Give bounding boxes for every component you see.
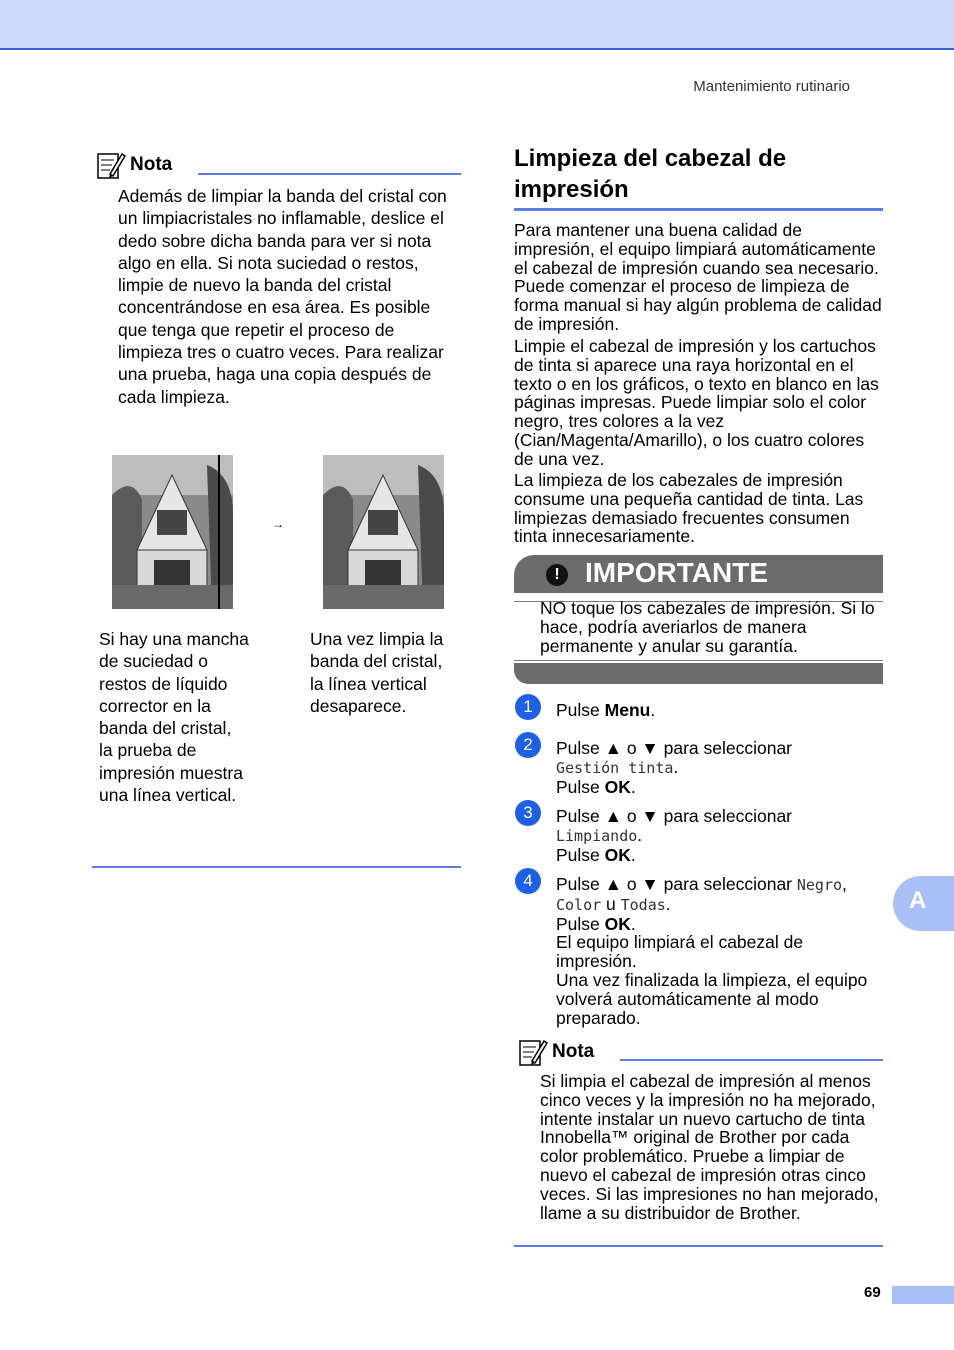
step-4-text: Pulse ▲ o ▼ para seleccionar Negro, Color u Todas. Pulse OK. El equipo limpiará el cabezal de impresión. Una vez finalizada la limpieza, el equipo volverá automáticamente al modo preparado. xyxy=(556,874,868,1028)
right-note-header xyxy=(518,1037,594,1067)
note-title: Nota xyxy=(130,154,173,175)
option-color: Color xyxy=(556,895,602,914)
menu-option-gestion-tinta: Gestión tinta xyxy=(556,758,674,777)
paragraph-1: Para mantener una buena calidad de impresión, el equipo limpiará automáticamente el cabezal de impresión cuando sea necesario. Puede comenzar el proceso de limpieza de forma manual si hay algún problema de calidad de impresión. xyxy=(514,220,882,334)
caption-after: Una vez limpia la banda del cristal, la línea vertical desaparece. xyxy=(310,629,444,716)
left-note-header xyxy=(96,150,172,180)
appendix-tab xyxy=(893,876,954,931)
step-1-number: 1 xyxy=(515,694,541,720)
notepad-pencil-icon xyxy=(96,150,126,180)
option-negro: Negro xyxy=(796,876,843,894)
exclamation-icon: ! xyxy=(546,564,568,586)
important-bottom-line xyxy=(514,660,883,661)
step-4-number: 4 xyxy=(515,868,541,894)
caption-before: Si hay una mancha de suciedad o restos de líquido corrector en la banda del cristal, la prueba de impresión muestra una línea vertical. xyxy=(99,629,249,806)
note-title: Nota xyxy=(552,1041,595,1062)
important-label: IMPORTANTE xyxy=(585,557,769,588)
note-divider xyxy=(620,1059,883,1061)
menu-option-limpiando: Limpiando xyxy=(556,826,638,845)
title-underline xyxy=(514,208,883,211)
note-end-divider xyxy=(514,1245,883,1247)
top-banner xyxy=(0,0,954,50)
menu-key: Menu xyxy=(604,700,651,720)
step-3-text: Pulse ▲ o ▼ para seleccionar Limpiando. Pulse OK. xyxy=(556,806,793,865)
section-title: Limpieza del cabezal de impresión xyxy=(514,145,787,203)
left-note-text: Además de limpiar la banda del cristal con un limpiacristales no inflamable, deslice el dedo sobre dicha banda para ver si nota algo en ella. Si nota suciedad o restos, limpie de nuevo la banda del cristal concentrándose en esa área. Es posible que tenga que repetir el proceso de limpieza tres o cuatro veces. Para realizar una prueba, haga una copia después de cada limpieza. xyxy=(118,186,447,407)
arrow-icon: → xyxy=(272,517,284,531)
paragraph-2: Limpie el cabezal de impresión y los cartuchos de tinta si aparece una raya horizontal en el texto o en los gráficos, o texto en blanco en las páginas impresas. Puede limpiar solo el color negro, tres colores a la vez (Cian/Magenta/Amarillo), o los cuatro colores de una vez. xyxy=(514,336,879,469)
house-photo-before xyxy=(112,455,233,609)
note-divider xyxy=(198,173,461,175)
ok-key: OK xyxy=(604,913,631,934)
important-banner xyxy=(514,555,883,593)
step-1-text: Pulse Menu. xyxy=(556,700,656,720)
note-end-divider xyxy=(92,866,461,868)
important-text: NO toque los cabezales de impresión. Si lo hace, podría averiarlos de manera permanente y anular su garantía. xyxy=(540,598,875,656)
appendix-letter: A xyxy=(909,887,927,914)
ok-key: OK xyxy=(604,776,631,797)
step-2-number: 2 xyxy=(515,732,541,758)
option-todas: Todas xyxy=(620,895,666,914)
page-number: 69 xyxy=(864,1284,881,1301)
right-note-text: Si limpia el cabezal de impresión al menos cinco veces y la impresión no ha mejorado, intente instalar un nuevo cartucho de tinta Innobella™ original de Brother por cada color problemático. Pruebe a limpiar de nuevo el cabezal de impresión otras cinco veces. Si las impresiones no han mejorado, llame a su distribuidor de Brother. xyxy=(540,1071,879,1223)
notepad-pencil-icon xyxy=(518,1037,548,1067)
section-header: Mantenimiento rutinario xyxy=(693,78,850,95)
important-footer xyxy=(514,663,883,684)
ok-key: OK xyxy=(604,844,631,865)
step-3-number: 3 xyxy=(515,800,541,826)
house-photo-after xyxy=(323,455,444,609)
paragraph-3: La limpieza de los cabezales de impresión consume una pequeña cantidad de tinta. Las limpiezas demasiado frecuentes consumen tinta innecesariamente. xyxy=(514,470,864,547)
step-2-text: Pulse ▲ o ▼ para seleccionar Gestión tinta. Pulse OK. xyxy=(556,738,793,797)
page-number-bar xyxy=(892,1286,954,1304)
